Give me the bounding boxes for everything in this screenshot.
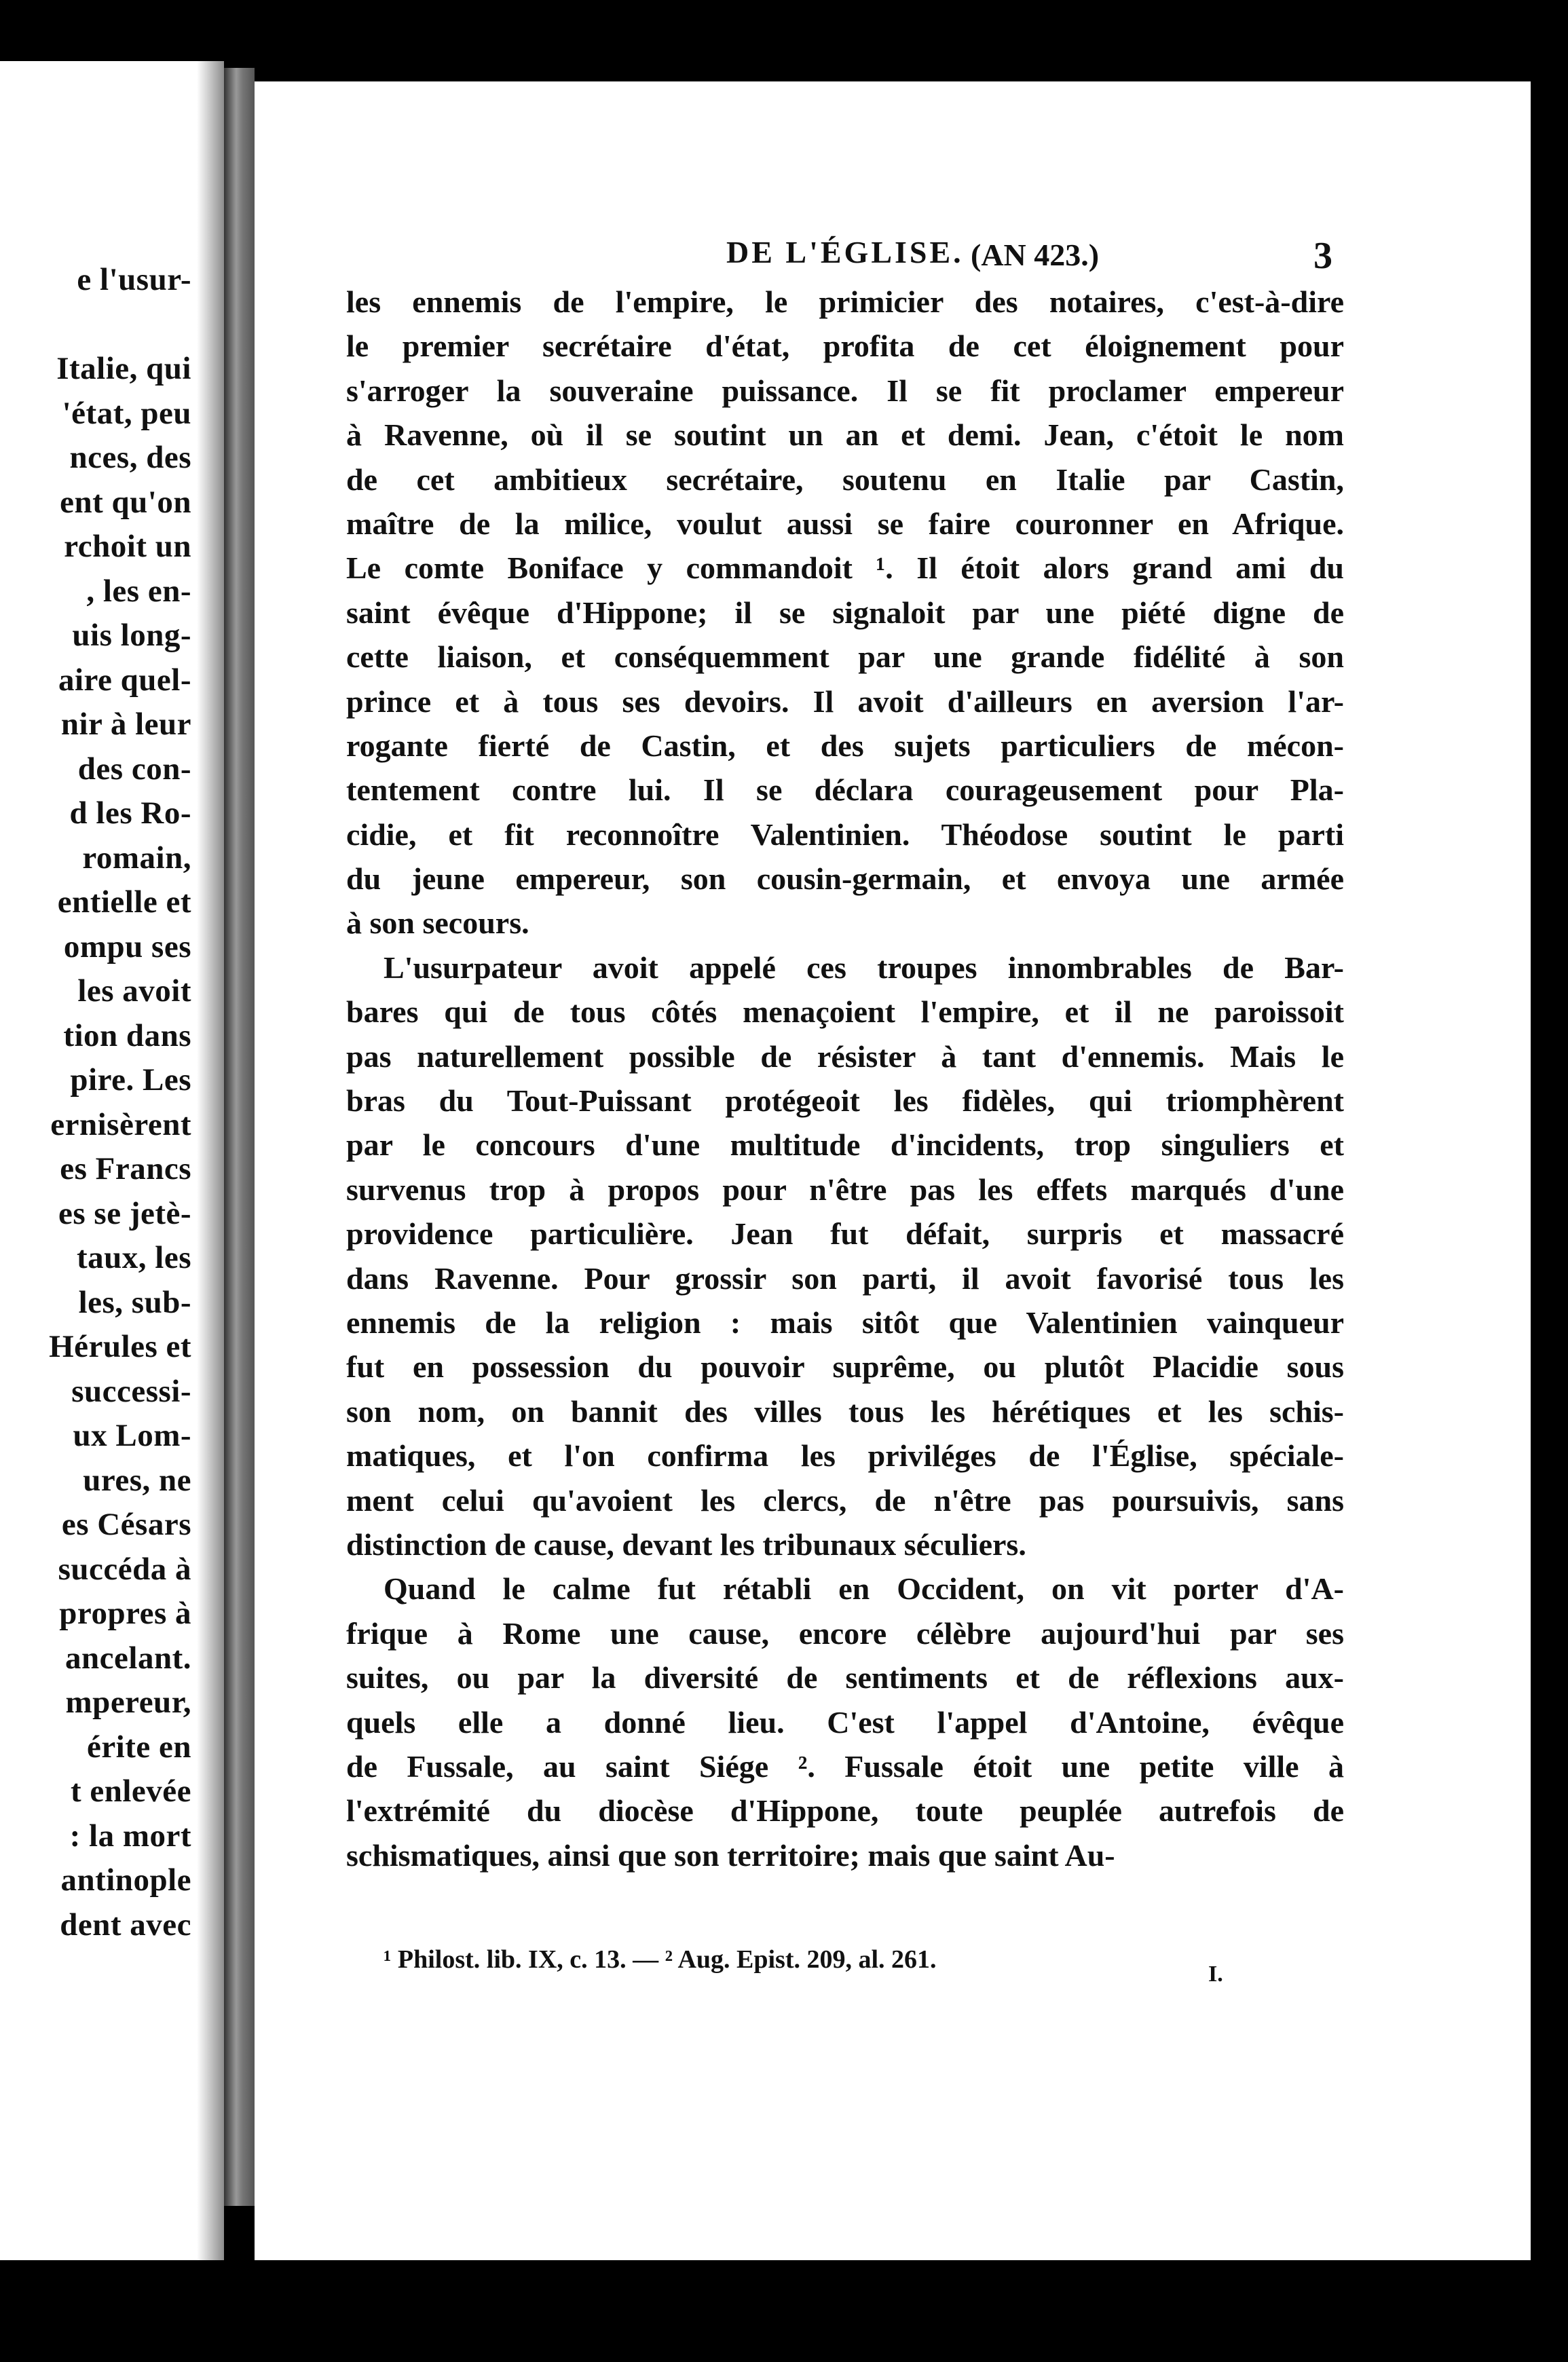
text-line: fut en possession du pouvoir suprême, ou plutôt Placidie sous	[346, 1349, 1344, 1385]
left-page-line: e l'usur-	[77, 262, 191, 297]
text-line: à Ravenne, où il se soutint un an et demi. Jean, c'étoit le nom	[346, 417, 1344, 453]
running-title: DE L'ÉGLISE.	[726, 235, 964, 269]
text-line: s'arroger la souveraine puissance. Il se fit proclamer empereur	[346, 373, 1344, 408]
text-line: son nom, on bannit des villes tous les hérétiques et les schis-	[346, 1393, 1344, 1429]
text-line: du jeune empereur, son cousin-germain, et envoya une armée	[346, 861, 1344, 897]
left-page-line: pire. Les	[70, 1062, 191, 1098]
text-line: ennemis de la religion : mais sitôt que Valentinien vainqueur	[346, 1305, 1344, 1340]
text-line: Quand le calme fut rétabli en Occident, on vit porter d'A-	[384, 1571, 1344, 1607]
text-line: suites, ou par la diversité de sentiments et de réflexions aux-	[346, 1660, 1344, 1695]
text-line: par le concours d'une multitude d'incidents, trop singuliers et	[346, 1127, 1344, 1163]
text-line: cidie, et fit reconnoître Valentinien. Théodose soutint le parti	[346, 817, 1344, 852]
left-page-line: tion dans	[63, 1017, 191, 1053]
left-page-text	[49, 258, 191, 1947]
footnotes: ¹ Philost. lib. IX, c. 13. — ² Aug. Epist. 209, al. 261.	[384, 1945, 937, 1974]
left-page-line: ompu ses	[63, 929, 191, 964]
text-line: distinction de cause, devant les tribunaux séculiers.	[346, 1526, 1026, 1562]
left-page-line: propres à	[59, 1596, 191, 1631]
left-page-line: dent avec	[60, 1907, 191, 1943]
text-line: bares qui de tous côtés menaçoient l'empire, et il ne paroissoit	[346, 994, 1344, 1030]
left-page-line: romain,	[82, 840, 191, 876]
text-line: prince et à tous ses devoirs. Il avoit d'ailleurs en aversion l'ar-	[346, 683, 1344, 719]
left-page-line: d les Ro-	[69, 795, 191, 831]
body-text	[346, 280, 1344, 1877]
left-page-line: nir à leur	[60, 707, 191, 742]
text-line: à son secours.	[346, 905, 529, 941]
left-page-line: les avoit	[77, 973, 191, 1009]
left-page-line: , les en-	[86, 573, 191, 609]
left-page-line: érite en	[86, 1729, 191, 1765]
page-number: 3	[1313, 235, 1332, 277]
gutter-shadow	[197, 61, 224, 2260]
left-page-line: successi-	[71, 1373, 191, 1409]
left-page-line: aire quel-	[58, 662, 191, 698]
left-page-line: Hérules et	[49, 1329, 191, 1364]
left-page-line: antinople	[60, 1862, 191, 1898]
text-line: frique à Rome une cause, encore célèbre aujourd'hui par ses	[346, 1615, 1344, 1651]
left-page-line: ux Lom-	[73, 1418, 191, 1453]
left-page-line: ent qu'on	[60, 484, 191, 520]
text-line: l'extrémité du diocèse d'Hippone, toute peuplée autrefois de	[346, 1793, 1344, 1829]
text-line: les ennemis de l'empire, le primicier des notaires, c'est-à-dire	[346, 284, 1344, 319]
year-marker: (AN 423.)	[971, 238, 1100, 272]
left-page-line: ures, ne	[83, 1462, 191, 1498]
left-page-line: succéda à	[58, 1551, 191, 1587]
text-line: cette liaison, et conséquemment par une grande fidélité à son	[346, 639, 1344, 675]
left-page-line: es se jetè-	[58, 1195, 191, 1231]
paragraph	[346, 1567, 1344, 1877]
left-page-line: rchoit un	[64, 529, 191, 564]
text-line: survenus trop à propos pour n'être pas les effets marqués d'une	[346, 1171, 1344, 1207]
text-line: saint évêque d'Hippone; il se signaloit par une piété digne de	[346, 595, 1344, 630]
text-line: dans Ravenne. Pour grossir son parti, il avoit favorisé tous les	[346, 1260, 1344, 1296]
left-page-line: : la mort	[69, 1818, 191, 1854]
left-page-line: Italie, qui	[56, 351, 191, 386]
text-line: de Fussale, au saint Siége ². Fussale étoit une petite ville à	[346, 1748, 1344, 1784]
text-line: ment celui qu'avoient les clercs, de n'être pas poursuivis, sans	[346, 1482, 1344, 1518]
book-spine	[224, 68, 255, 2206]
right-page	[255, 81, 1531, 2260]
text-line: matiques, et l'on confirma les priviléges de l'Église, spéciale-	[346, 1438, 1344, 1474]
left-page-line: mpereur,	[65, 1685, 191, 1720]
text-line: rogante fierté de Castin, et des sujets particuliers de mécon-	[346, 728, 1344, 763]
left-page-line: es Francs	[60, 1151, 191, 1186]
text-line: providence particulière. Jean fut défait, surpris et massacré	[346, 1216, 1344, 1252]
signature-mark: I.	[1208, 1962, 1223, 1987]
text-line: de cet ambitieux secrétaire, soutenu en Italie par Castin,	[346, 462, 1344, 497]
left-page-line	[49, 303, 191, 348]
left-page-line: entielle et	[57, 884, 191, 920]
left-page-line: nces, des	[69, 440, 191, 475]
text-line: L'usurpateur avoit appelé ces troupes innombrables de Bar-	[384, 950, 1344, 985]
left-page-line: taux, les	[77, 1240, 191, 1275]
paragraph	[346, 945, 1344, 1567]
left-page-line: ancelant.	[65, 1640, 191, 1676]
text-line: tentement contre lui. Il se déclara courageusement pour Pla-	[346, 772, 1344, 808]
left-page-line: les, sub-	[78, 1284, 191, 1320]
paragraph	[346, 280, 1344, 945]
left-page-line: des con-	[77, 751, 191, 787]
text-line: maître de la milice, voulut aussi se faire couronner en Afrique.	[346, 506, 1344, 541]
text-line: pas naturellement possible de résister à tant d'ennemis. Mais le	[346, 1038, 1344, 1074]
text-line: le premier secrétaire d'état, profita de cet éloignement pour	[346, 329, 1344, 364]
left-page-line: 'état, peu	[62, 395, 191, 431]
left-page-line: uis long-	[72, 618, 191, 653]
text-line: quels elle a donné lieu. C'est l'appel d'Antoine, évêque	[346, 1704, 1344, 1740]
left-page-line: es Césars	[61, 1507, 191, 1542]
left-page-line: ernisèrent	[50, 1106, 191, 1142]
left-page-line: t enlevée	[70, 1774, 191, 1809]
text-line: Le comte Boniface y commandoit ¹. Il étoit alors grand ami du	[346, 550, 1344, 586]
text-line: schismatiques, ainsi que son territoire; mais que saint Au-	[346, 1837, 1115, 1873]
left-page	[0, 61, 224, 2260]
text-line: bras du Tout-Puissant protégeoit les fidèles, qui triomphèrent	[346, 1083, 1344, 1119]
